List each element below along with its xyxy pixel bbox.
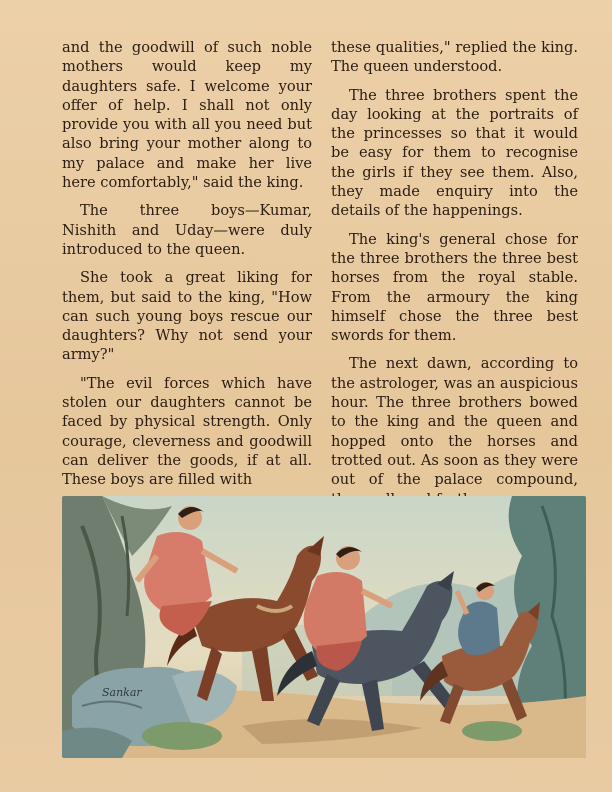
paragraph: these qualities," replied the king. The queen understood.: [331, 39, 578, 76]
right-text-column: [331, 38, 578, 518]
paragraph: She took a great liking for them, but said to the king, "How can such young boys rescue our daughters? Why not send your army?": [62, 269, 312, 364]
paragraph: The three brothers spent the day looking at the portraits of the princesses so that it would be easy for them to recognise the girls if they see them. Also, they made enquiry into the details of the happenings.: [331, 86, 578, 220]
paragraph: "The evil forces which have stolen our daughters cannot be faced by physical strength. Only courage, cleverness and goodwill can deliver the goods, if at all. These boys are filled with: [62, 374, 312, 489]
paragraph: and the goodwill of such noble mothers would keep my daughters safe. I welcome your offer of help. I shall not only provide you with all you need but also bring your mother along to my palace and make her live here comfortably," said the king.: [62, 39, 312, 192]
paragraph: The next dawn, according to the astrologer, was an auspicious hour. The three brothers bowed to the king and the queen and hopped onto the horses and trotted out. As soon as they were out of the palace compound,: [331, 355, 578, 489]
artist-signature: Sankar: [102, 686, 142, 699]
riders-illustration: [62, 496, 586, 758]
paragraph: The three boys—Kumar, Nishith and Uday—were duly introduced to the queen.: [62, 202, 312, 258]
story-illustration: [62, 496, 586, 758]
left-text-column: [62, 38, 312, 499]
paragraph: The king's general chose for the three brothers the three best horses from the royal stable. From the armoury the king himself chose the three best swords for them.: [331, 230, 578, 345]
